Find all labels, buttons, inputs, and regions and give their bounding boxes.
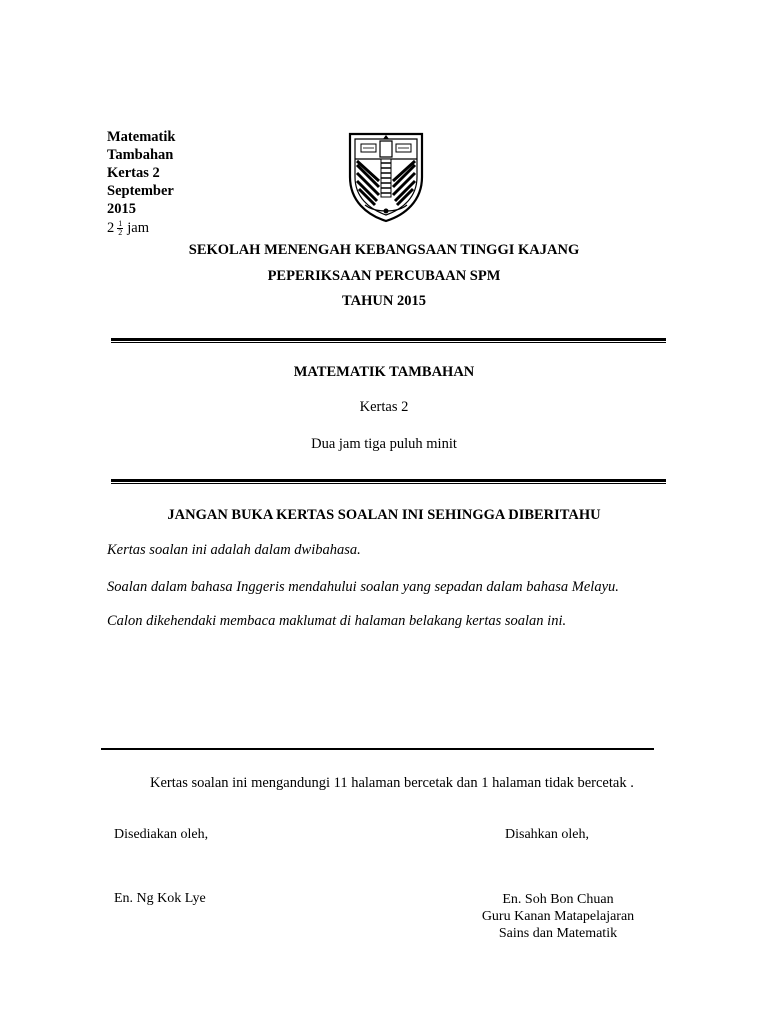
paper-number: Kertas 2 <box>107 165 160 181</box>
duration-whole: 2 <box>107 220 115 236</box>
approved-by-label: Disahkan oleh, <box>505 827 589 842</box>
subject-line-2: Tambahan <box>107 147 174 163</box>
exam-year: 2015 <box>107 201 136 217</box>
duration-unit: jam <box>127 220 149 236</box>
prepared-by-name: En. Ng Kok Lye <box>114 891 206 906</box>
do-not-open-warning: JANGAN BUKA KERTAS SOALAN INI SEHINGGA DIBERITAHU <box>167 507 601 523</box>
subject-title: MATEMATIK TAMBAHAN <box>293 364 475 380</box>
subject-line-1: Matematik <box>107 129 176 145</box>
approved-by-title: Guru Kanan Matapelajaran <box>481 909 635 924</box>
paper-duration-text: Dua jam tiga puluh minit <box>311 436 457 452</box>
instruction-line: Kertas soalan ini adalah dalam dwibahasa. <box>107 542 361 558</box>
duration <box>107 220 149 237</box>
approved-by-block <box>478 891 638 942</box>
page-count-note: Kertas soalan ini mengandungi 11 halaman bercetak dan 1 halaman tidak bercetak . <box>150 775 634 791</box>
divider <box>101 748 654 750</box>
approved-by-department: Sains dan Matematik <box>498 926 618 941</box>
instruction-line: Soalan dalam bahasa Inggeris mendahului soalan yang sepadan dalam bahasa Melayu. <box>107 579 619 595</box>
duration-fraction-numerator: 1 <box>118 219 123 228</box>
duration-fraction-denominator: 2 <box>118 228 123 237</box>
approved-by-name: En. Soh Bon Chuan <box>502 892 614 907</box>
school-crest-icon <box>347 131 425 223</box>
exam-title: PEPERIKSAAN PERCUBAAN SPM <box>267 268 501 284</box>
school-name: SEKOLAH MENENGAH KEBANGSAAN TINGGI KAJANG <box>188 242 580 258</box>
prepared-by-label: Disediakan oleh, <box>114 827 209 842</box>
paper-title: Kertas 2 <box>359 399 409 415</box>
exam-year-heading: TAHUN 2015 <box>342 293 426 309</box>
duration-fraction <box>117 220 123 237</box>
paper-meta-block <box>107 128 175 218</box>
exam-month: September <box>107 183 174 199</box>
instruction-line: Calon dikehendaki membaca maklumat di halaman belakang kertas soalan ini. <box>107 613 567 629</box>
